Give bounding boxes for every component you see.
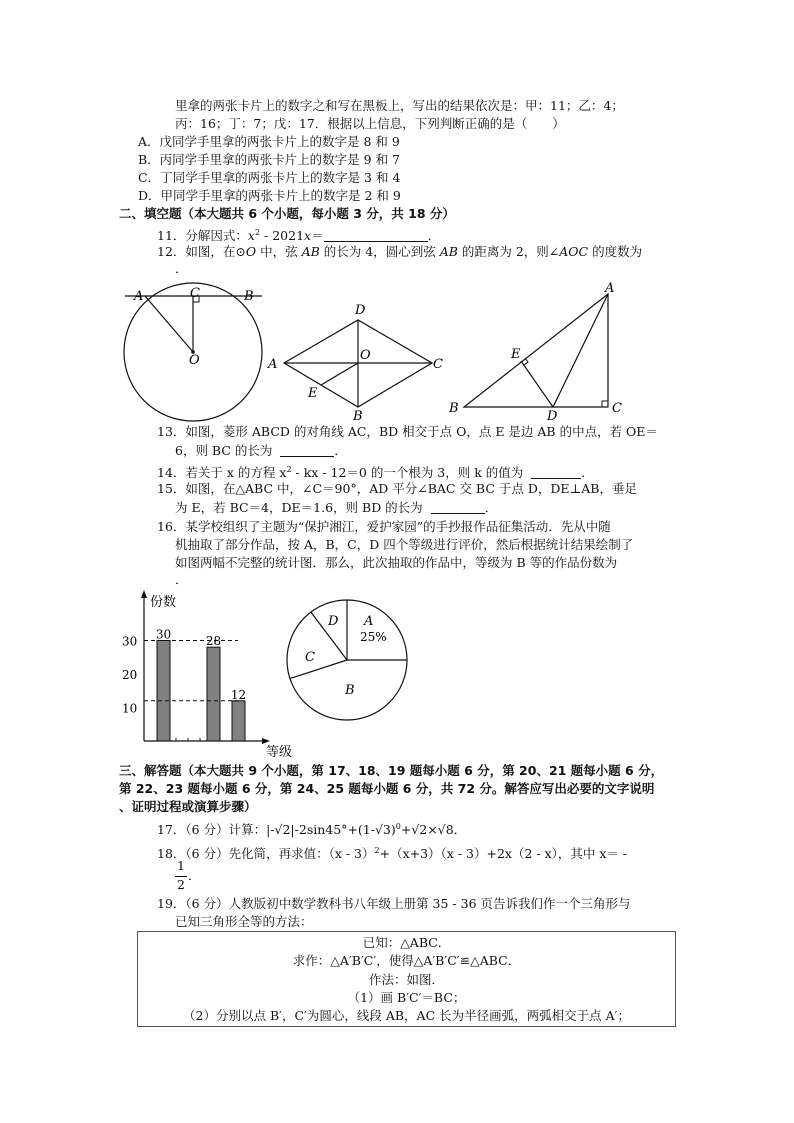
q18-exponent: 2 (374, 846, 380, 855)
q16-end: ． (175, 572, 188, 587)
rhombus-label-a: A (268, 357, 278, 372)
q12-text-4: 的距离为 2，则∠ (457, 244, 560, 259)
q13-line1: 13．如图，菱形 ABCD 的对角线 AC，BD 相交于点 O，点 E 是边 AB 的中点，若 OE＝ (157, 424, 658, 439)
pie-label-d: D (328, 614, 339, 629)
q11-var-x2: x (304, 228, 312, 244)
q14-exponent: 2 (286, 465, 292, 474)
rhombus-label-o: O (360, 348, 371, 363)
q18-end: ． (188, 868, 201, 883)
y-tick-label: 10 (122, 701, 138, 716)
rhombus-label-d: D (355, 303, 366, 318)
q17 (157, 819, 466, 838)
box-find: 求作：△A′B′C′，使得△A′B′C′≌△ABC． (292, 953, 521, 968)
label-b: B (244, 289, 254, 304)
q14-text-2: - kx - 12＝0 的一个根为 3，则 k 的值为 (291, 465, 524, 481)
section3-heading-2: 第 22、23 题每小题 6 分，第 24、25 题每小题 6 分，共 72 分。解答应写出必要的文字说明 (119, 781, 655, 796)
tri-label-e: E (511, 347, 521, 362)
box-step2: （2）分别以点 B′，C′为圆心，线段 AB，AC 长为半径画弧，两弧相交于点 A′； (183, 1008, 630, 1023)
rhombus-label-e: E (308, 386, 318, 401)
q13-end: ． (334, 443, 347, 458)
q15-line1: 15．如图，在△ABC 中，∠C＝90°，AD 平分∠BAC 交 BC 于点 D，DE⊥AB，垂足 (157, 481, 637, 496)
tri-label-c: C (612, 401, 622, 416)
q12-chord-ab: AB (301, 244, 320, 259)
q18-fraction-denominator: 2 (177, 877, 185, 892)
q19-line2: 已知三角形全等的方法： (175, 914, 313, 929)
q12-chord-ab-2: AB (439, 244, 458, 259)
q15-end: ． (484, 500, 498, 515)
q13-text: 6，则 BC 的长为 (175, 443, 273, 458)
q16-line1: 16．某学校组织了主题为“保护湘江，爱护家园”的手抄报作品征集活动．先从中随 (157, 519, 611, 534)
pie-chart-group (287, 600, 407, 720)
bar-value-label: 30 (155, 627, 172, 642)
q17-text-2: +√2×√8． (400, 822, 467, 838)
y-tick-label: 20 (122, 668, 138, 682)
section3-heading-1: 三、解答题（本大题共 9 个小题，第 17、18、19 题每小题 6 分，第 20、21 题每小题 6 分， (119, 763, 664, 778)
q10-continuation-2: 丙：16；丁：7；戊：17．根据以上信息，下列判断正确的是（ ） (175, 116, 565, 131)
q11-prefix: 11．分解因式： (157, 228, 248, 244)
q11-equals: ＝ (311, 228, 324, 244)
q18 (157, 843, 627, 862)
label-a: A (134, 289, 144, 304)
q11-exponent: 2 (254, 228, 261, 237)
q10-continuation-1: 里拿的两张卡片上的数字之和写在黑板上，写出的结果依次是：甲：11；乙：4； (175, 98, 624, 113)
q12-text-2: 中，弦 (256, 244, 302, 259)
q12-circle-o: O (245, 244, 257, 259)
q17-exponent: 0 (395, 822, 401, 831)
q19-line1: 19．（6 分）人教版初中数学教科书八年级上册第 35 - 36 页告诉我们作一个三角形与 (157, 896, 631, 911)
pie-label-a: A (364, 614, 374, 629)
bar-value-label: 28 (205, 634, 222, 649)
q18-text-2: +（x+3）（x - 3）+2x（2 - x），其中 x＝ - (379, 846, 628, 862)
q12-text-3: 的长为 4，圆心到弦 (319, 244, 440, 259)
bar-chart-xlabel: 等级 (266, 745, 293, 760)
q18-text-1: 18．（6 分）先化简，再求值：（x - 3） (157, 846, 375, 862)
q17-text-1: 17．（6 分）计算：|-√2|-2sin45°+(1-√3) (157, 822, 396, 838)
section2-heading: 二、填空题（本大题共 6 个小题，每小题 3 分，共 18 分） (119, 206, 455, 221)
q15-text: 为 E，若 BC＝4，DE＝1.6，则 BD 的长为 (175, 500, 423, 515)
y-tick-label: 30 (122, 634, 138, 649)
rhombus-label-b: B (353, 409, 363, 424)
box-step1: （1）画 B′C′＝BC； (347, 990, 466, 1005)
tri-label-d: D (547, 409, 558, 424)
pie-percent-a: 25% (360, 630, 387, 644)
q12-text-5: 的度数为 (588, 244, 643, 259)
rhombus-label-c: C (433, 357, 443, 372)
q10-option-c: C．丁同学手里拿的两张卡片上的数字是 3 和 4 (138, 170, 401, 185)
q18-fraction-numerator: 1 (177, 858, 185, 873)
q16-line3: 如图两幅不完整的统计图．那么，此次抽取的作品中，等级为 B 等的作品份数为 (175, 555, 618, 570)
q12-end: ． (175, 261, 188, 276)
q11-end: ． (427, 228, 441, 244)
box-method: 作法：如图． (368, 972, 444, 987)
bar-value-label: 12 (230, 687, 247, 702)
construction-box (137, 931, 676, 1027)
q14-end: ． (581, 465, 594, 481)
tri-label-a: A (605, 281, 615, 296)
label-c: C (190, 286, 200, 301)
box-known: 已知：△ABC． (362, 935, 451, 950)
section3-heading-3: 、证明过程或演算步骤） (119, 799, 257, 814)
q12-text-1: 12．如图，在⊙ (157, 244, 246, 259)
q10-option-a: A．戊同学手里拿的两张卡片上的数字是 8 和 9 (138, 134, 400, 149)
pie-label-b: B (345, 683, 355, 698)
q10-option-b: B．丙同学手里拿的两张卡片上的数字是 9 和 7 (138, 152, 401, 167)
tri-label-b: B (449, 401, 459, 416)
q12-angle-aoc: AOC (559, 244, 589, 259)
bar-chart-ylabel: 份数 (150, 595, 177, 610)
q10-option-d: D．甲同学手里拿的两张卡片上的数字是 2 和 9 (138, 188, 401, 203)
pie-label-c: C (305, 650, 315, 665)
q11-minus: - 2021 (260, 228, 305, 244)
q11-var-x: x (247, 228, 255, 244)
label-o: O (189, 353, 200, 368)
q16-line2: 机抽取了部分作品，按 A，B，C，D 四个等级进行评价，然后根据统计结果绘制了 (175, 537, 634, 552)
q14-text-1: 14．若关于 x 的方程 x (157, 465, 287, 481)
